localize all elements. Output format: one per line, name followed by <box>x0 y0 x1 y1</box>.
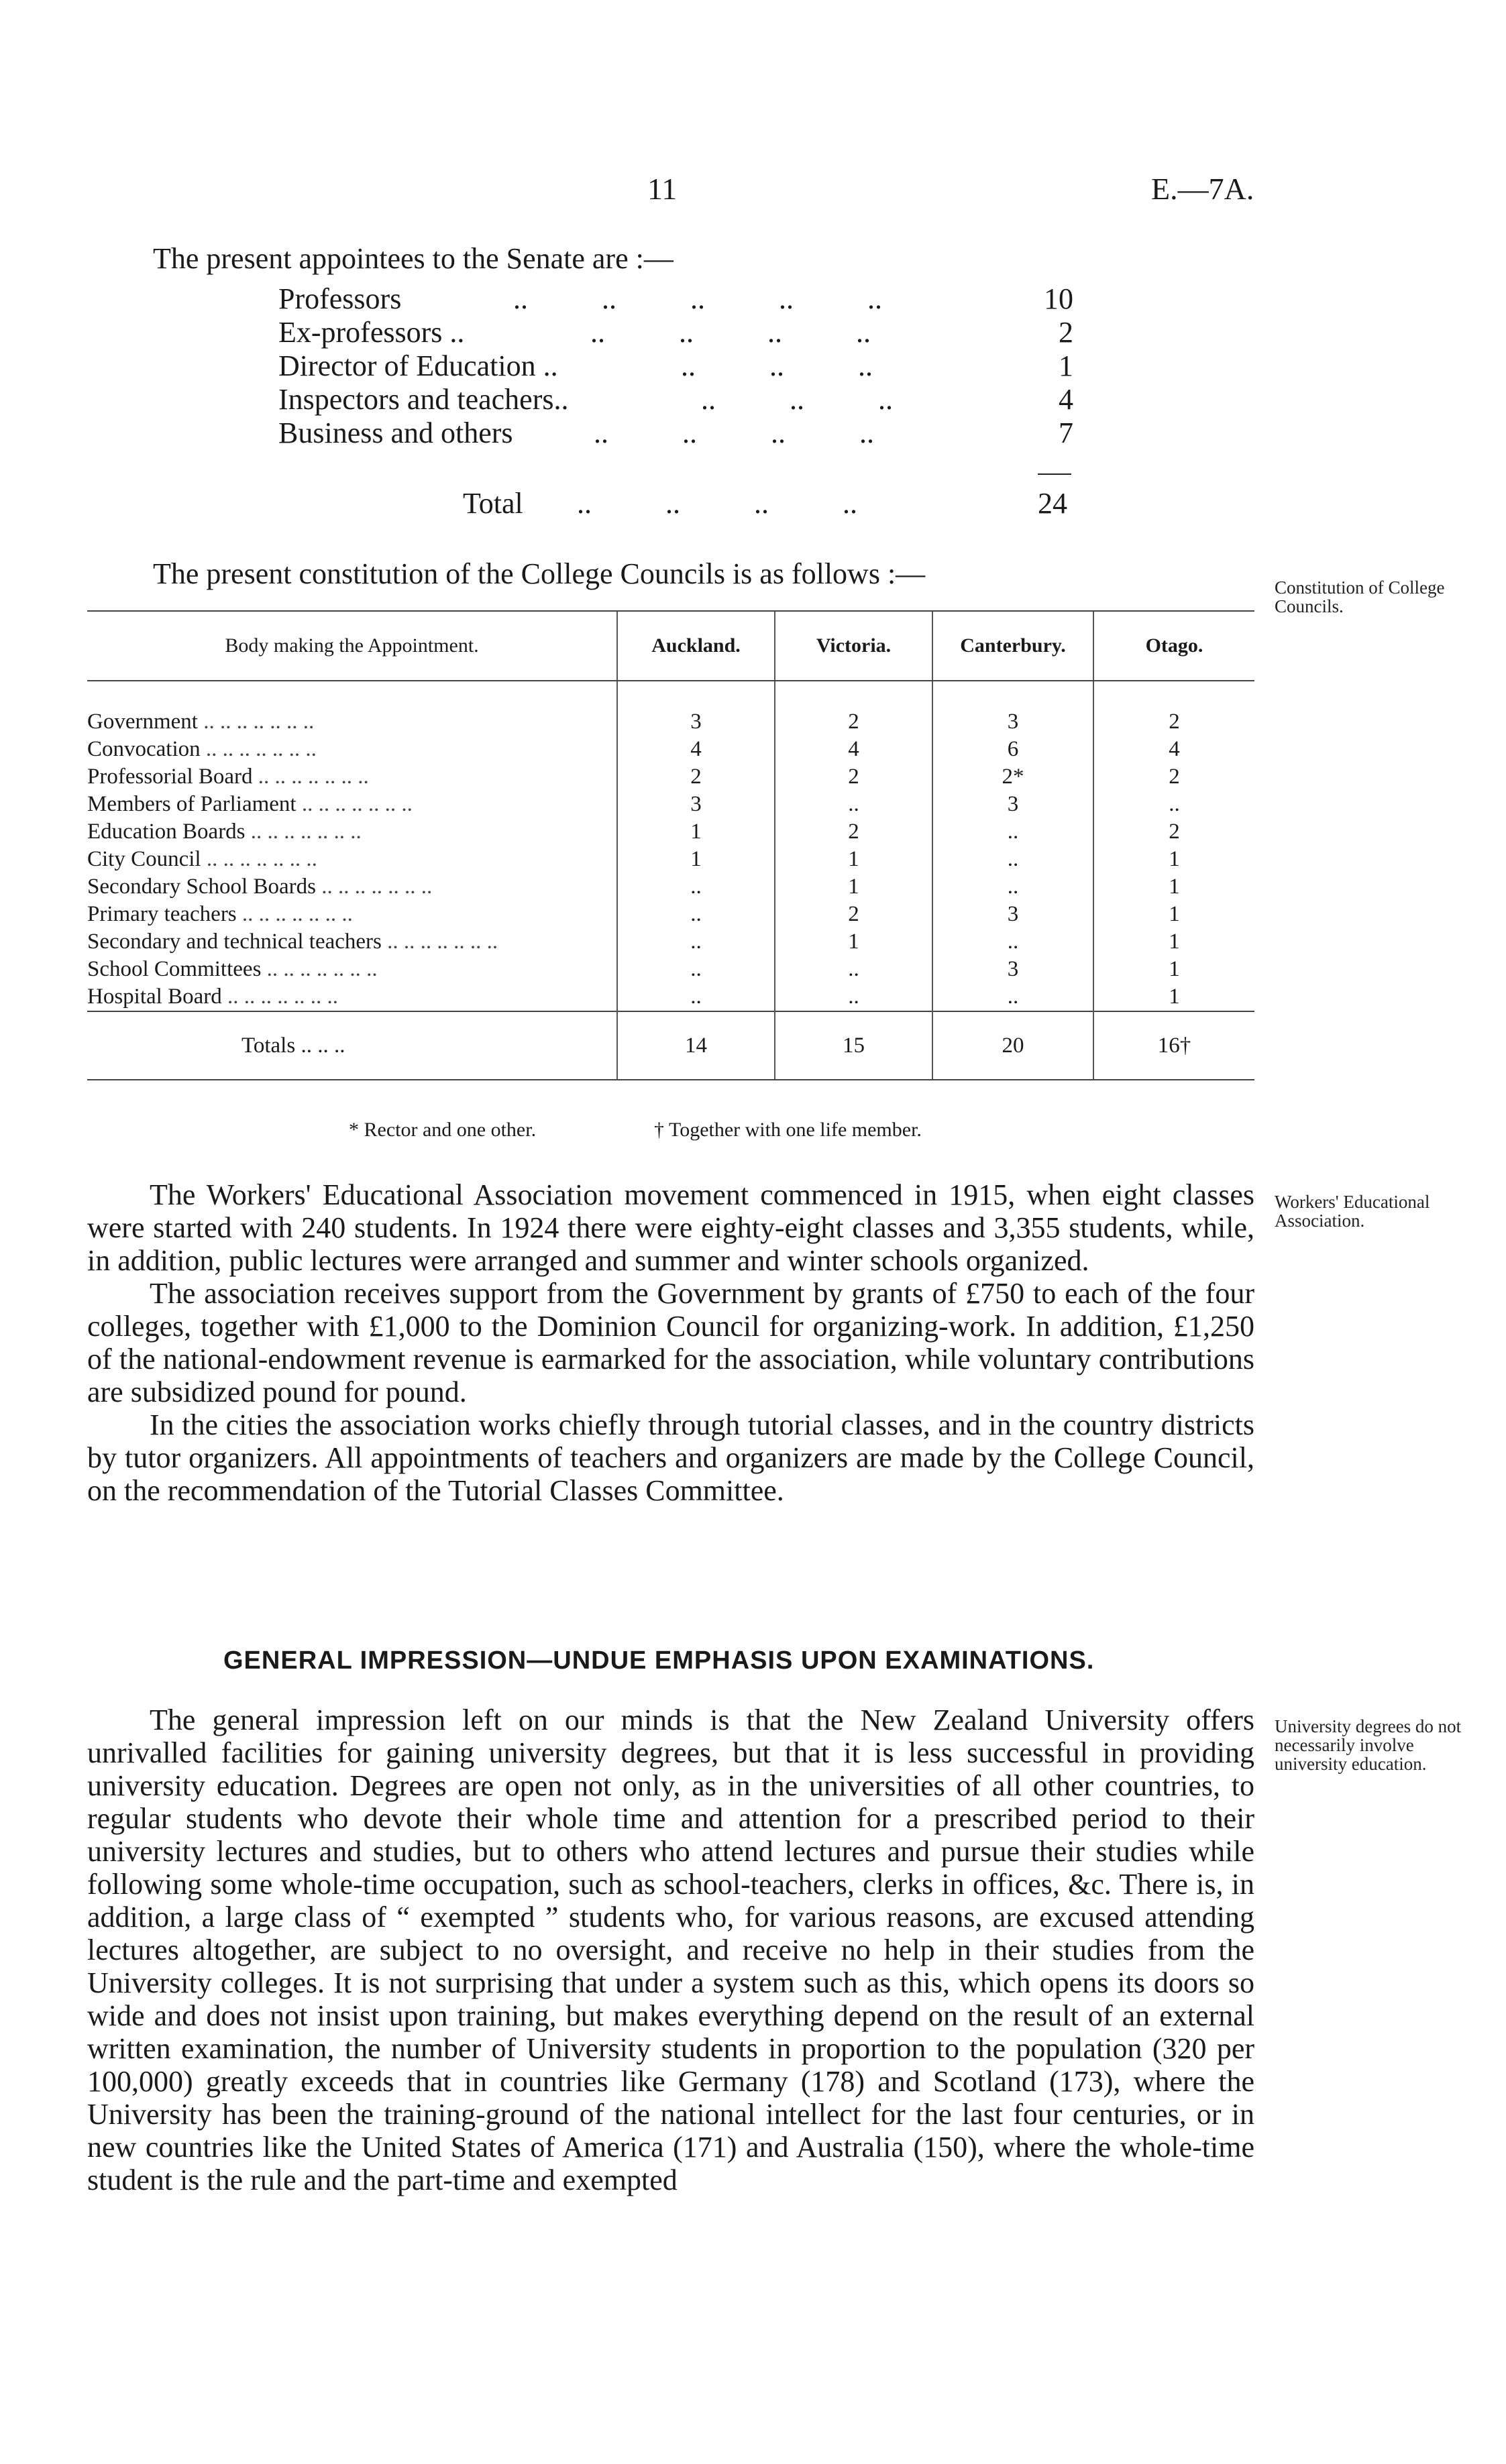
page-number: 11 <box>647 172 678 206</box>
total-cell-auckland: 14 <box>617 1011 775 1080</box>
body-name: Hospital Board <box>87 985 222 1009</box>
senate-row-count: 7 <box>1059 416 1073 449</box>
value-cell-victoria: 2 <box>775 901 932 928</box>
column-header: Auckland. <box>617 611 775 681</box>
councils-row <box>87 846 1254 873</box>
dot-leader: .. .. .. <box>701 383 893 416</box>
value-cell-victoria: .. <box>775 983 932 1011</box>
councils-row <box>87 983 1254 1011</box>
councils-totals-row <box>87 1011 1254 1080</box>
body-name: School Committees <box>87 957 262 981</box>
column-header: Body making the Appointment. <box>87 611 617 681</box>
senate-intro: The present appointees to the Senate are :— <box>153 242 674 275</box>
councils-table <box>87 610 1254 1080</box>
value-cell-victoria: 2 <box>775 681 932 736</box>
margin-note-degrees: University degrees do not necessarily involve university education. <box>1275 1716 1462 1774</box>
value-cell-auckland: 1 <box>617 818 775 846</box>
value-cell-canterbury: .. <box>932 983 1093 1011</box>
body-name: Secondary and technical teachers <box>87 930 382 954</box>
dot-leader: .. .. .. .. .. .. .. <box>296 792 413 816</box>
body-cell <box>87 873 617 901</box>
value-cell-auckland: .. <box>617 901 775 928</box>
councils-row <box>87 901 1254 928</box>
value-cell-victoria: 1 <box>775 873 932 901</box>
value-cell-victoria: .. <box>775 956 932 983</box>
margin-note-wea: Workers' Educational Association. <box>1275 1192 1430 1231</box>
senate-row <box>278 416 1073 452</box>
senate-row <box>278 382 1073 418</box>
body-cell <box>87 983 617 1011</box>
senate-row <box>278 349 1073 385</box>
value-cell-canterbury: 3 <box>932 956 1093 983</box>
column-header: Victoria. <box>775 611 932 681</box>
footnote-life-member: † Together with one life member. <box>654 1119 922 1141</box>
dot-leader: .. .. .. .. .. .. .. <box>261 957 378 981</box>
value-cell-otago: 1 <box>1093 846 1254 873</box>
value-cell-victoria: 2 <box>775 763 932 791</box>
value-cell-victoria: 4 <box>775 736 932 763</box>
dot-leader: .. .. .. .. .. .. .. <box>201 847 317 871</box>
total-cell-otago: 16† <box>1093 1011 1254 1080</box>
councils-row <box>87 681 1254 736</box>
senate-row-count: 2 <box>1059 316 1073 349</box>
value-cell-canterbury: .. <box>932 873 1093 901</box>
document-reference: E.—7A. <box>1151 172 1254 206</box>
value-cell-auckland: 3 <box>617 681 775 736</box>
value-cell-otago: 2 <box>1093 818 1254 846</box>
value-cell-canterbury: 3 <box>932 791 1093 818</box>
totals-label-cell <box>87 1011 617 1080</box>
paragraph: The general impression left on our minds is that the New Zealand University offers unrivalled facilities for gaining university degrees, but that it is less successful in providing university education. Degrees are open not only, as in the universities of all other countries, to regular students who devote their whole time and attention for a prescribed period to their university lectures and studies, but to others who attend lectures and pursue their studies while following some whole-time occupation, such as school-teachers, clerks in offices, &c. There is, in addition, a large class of “ exempted ” students who, for various reasons, are excused attending lectures altogether, are subject to no oversight, and receive no help in their studies from the University colleges. It is not surprising that under a system such as this, which opens its doors so wide and does not insist upon training, but makes everything depend on the result of an external written examination, the number of University students in proportion to the population (320 per 100,000) greatly exceeds that in countries like Germany (178) and Scotland (173), where the University has been the training-ground of the national intellect for the last four centuries, or in new countries like the United States of America (171) and Australia (150), where the whole-time student is the rule and the part-time and exempted <box>87 1703 1254 2196</box>
value-cell-auckland: 1 <box>617 846 775 873</box>
councils-intro: The present constitution of the College Councils is as follows :— <box>153 557 926 590</box>
value-cell-otago: 1 <box>1093 983 1254 1011</box>
councils-row <box>87 763 1254 791</box>
value-cell-auckland: .. <box>617 956 775 983</box>
totals-label: Totals <box>241 1033 296 1058</box>
councils-row <box>87 818 1254 846</box>
margin-note-councils: Constitution of College Councils. <box>1275 577 1445 616</box>
column-header: Canterbury. <box>932 611 1093 681</box>
wea-section <box>87 1178 1254 1507</box>
senate-row-count: 1 <box>1059 349 1073 382</box>
total-cell-canterbury: 20 <box>932 1011 1093 1080</box>
impression-section <box>87 1703 1254 2196</box>
body-cell <box>87 681 617 736</box>
value-cell-otago: 2 <box>1093 681 1254 736</box>
body-name: Convocation <box>87 737 201 761</box>
body-cell <box>87 736 617 763</box>
dot-leader: .. .. .. <box>681 349 873 382</box>
dot-leader: .. .. .. .. .. .. .. <box>221 985 338 1009</box>
body-name: City Council <box>87 847 201 871</box>
dot-leader: .. .. .. .. .. .. .. <box>245 820 362 844</box>
senate-total-label: Total <box>463 487 523 520</box>
value-cell-victoria: 1 <box>775 846 932 873</box>
body-name: Government <box>87 710 198 734</box>
dot-leader: .. .. .. .. .. .. .. <box>236 902 353 926</box>
senate-row <box>278 282 1073 318</box>
value-cell-auckland: 4 <box>617 736 775 763</box>
footnote-rector: * Rector and one other. <box>349 1119 537 1141</box>
value-cell-canterbury: .. <box>932 818 1093 846</box>
body-cell <box>87 901 617 928</box>
body-cell <box>87 956 617 983</box>
value-cell-victoria: 2 <box>775 818 932 846</box>
senate-row-count: 10 <box>1044 282 1073 315</box>
dot-leader: .. .. .. <box>295 1033 345 1058</box>
value-cell-victoria: .. <box>775 791 932 818</box>
section-heading: GENERAL IMPRESSION—UNDUE EMPHASIS UPON EXAMINATIONS. <box>223 1646 1095 1675</box>
body-name: Members of Parliament <box>87 792 297 816</box>
councils-row <box>87 736 1254 763</box>
value-cell-canterbury: .. <box>932 928 1093 956</box>
value-cell-auckland: .. <box>617 928 775 956</box>
dot-leader: .. .. .. .. .. <box>513 282 882 315</box>
dot-leader: .. .. .. .. <box>594 416 874 449</box>
dot-leader: .. .. .. .. .. .. .. <box>200 737 317 761</box>
dot-leader: .. .. .. .. <box>590 316 871 349</box>
value-cell-otago: 1 <box>1093 956 1254 983</box>
dot-leader: .. .. .. .. .. .. .. <box>197 710 315 734</box>
value-cell-canterbury: .. <box>932 846 1093 873</box>
dot-leader: .. .. .. .. .. .. .. <box>252 765 369 789</box>
councils-row <box>87 928 1254 956</box>
body-cell <box>87 928 617 956</box>
body-name: Primary teachers <box>87 902 237 926</box>
value-cell-auckland: .. <box>617 873 775 901</box>
body-cell <box>87 763 617 791</box>
dot-leader: .. .. .. .. <box>577 487 857 520</box>
dot-leader: .. .. .. .. .. .. .. <box>315 875 433 899</box>
paragraph: The association receives support from the Government by grants of £750 to each of the four colleges, together with £1,000 to the Dominion Council for organizing-work. In addition, £1,250 of the national-endowment revenue is earmarked for the association, while voluntary contributions are subsidized pound for pound. <box>87 1277 1254 1408</box>
body-cell <box>87 846 617 873</box>
body-cell <box>87 791 617 818</box>
senate-row-label: Inspectors and teachers.. <box>278 383 569 416</box>
councils-row <box>87 956 1254 983</box>
councils-row <box>87 873 1254 901</box>
value-cell-otago: 1 <box>1093 873 1254 901</box>
value-cell-auckland: 3 <box>617 791 775 818</box>
body-cell <box>87 818 617 846</box>
value-cell-canterbury: 6 <box>932 736 1093 763</box>
value-cell-otago: 2 <box>1093 763 1254 791</box>
senate-row-label: Ex-professors .. <box>278 316 465 349</box>
total-rule <box>1038 473 1071 475</box>
value-cell-otago: 1 <box>1093 928 1254 956</box>
value-cell-auckland: 2 <box>617 763 775 791</box>
body-name: Professorial Board <box>87 765 253 789</box>
senate-row-label: Professors <box>278 282 402 315</box>
senate-row-label: Business and others <box>278 416 513 449</box>
senate-row <box>278 315 1073 351</box>
value-cell-otago: 1 <box>1093 901 1254 928</box>
value-cell-canterbury: 3 <box>932 901 1093 928</box>
body-name: Secondary School Boards <box>87 875 316 899</box>
value-cell-otago: .. <box>1093 791 1254 818</box>
paragraph: The Workers' Educational Association movement commenced in 1915, when eight classes were started with 240 students. In 1924 there were eighty-eight classes and 3,355 students, while, in addition, public lectures were arranged and summer and winter schools organized. <box>87 1178 1254 1277</box>
senate-row-label: Director of Education .. <box>278 349 558 382</box>
column-header: Otago. <box>1093 611 1254 681</box>
councils-row <box>87 791 1254 818</box>
dot-leader: .. .. .. .. .. .. .. <box>381 930 498 954</box>
councils-header-row <box>87 611 1254 681</box>
value-cell-auckland: .. <box>617 983 775 1011</box>
value-cell-otago: 4 <box>1093 736 1254 763</box>
value-cell-victoria: 1 <box>775 928 932 956</box>
body-name: Education Boards <box>87 820 246 844</box>
paragraph: In the cities the association works chiefly through tutorial classes, and in the country districts by tutor organizers. All appointments of teachers and organizers are made by the College Council, on the recommendation of the Tutorial Classes Committee. <box>87 1408 1254 1507</box>
total-cell-victoria: 15 <box>775 1011 932 1080</box>
senate-row-count: 4 <box>1059 383 1073 416</box>
value-cell-canterbury: 2* <box>932 763 1093 791</box>
senate-total-count: 24 <box>1038 487 1067 520</box>
value-cell-canterbury: 3 <box>932 681 1093 736</box>
